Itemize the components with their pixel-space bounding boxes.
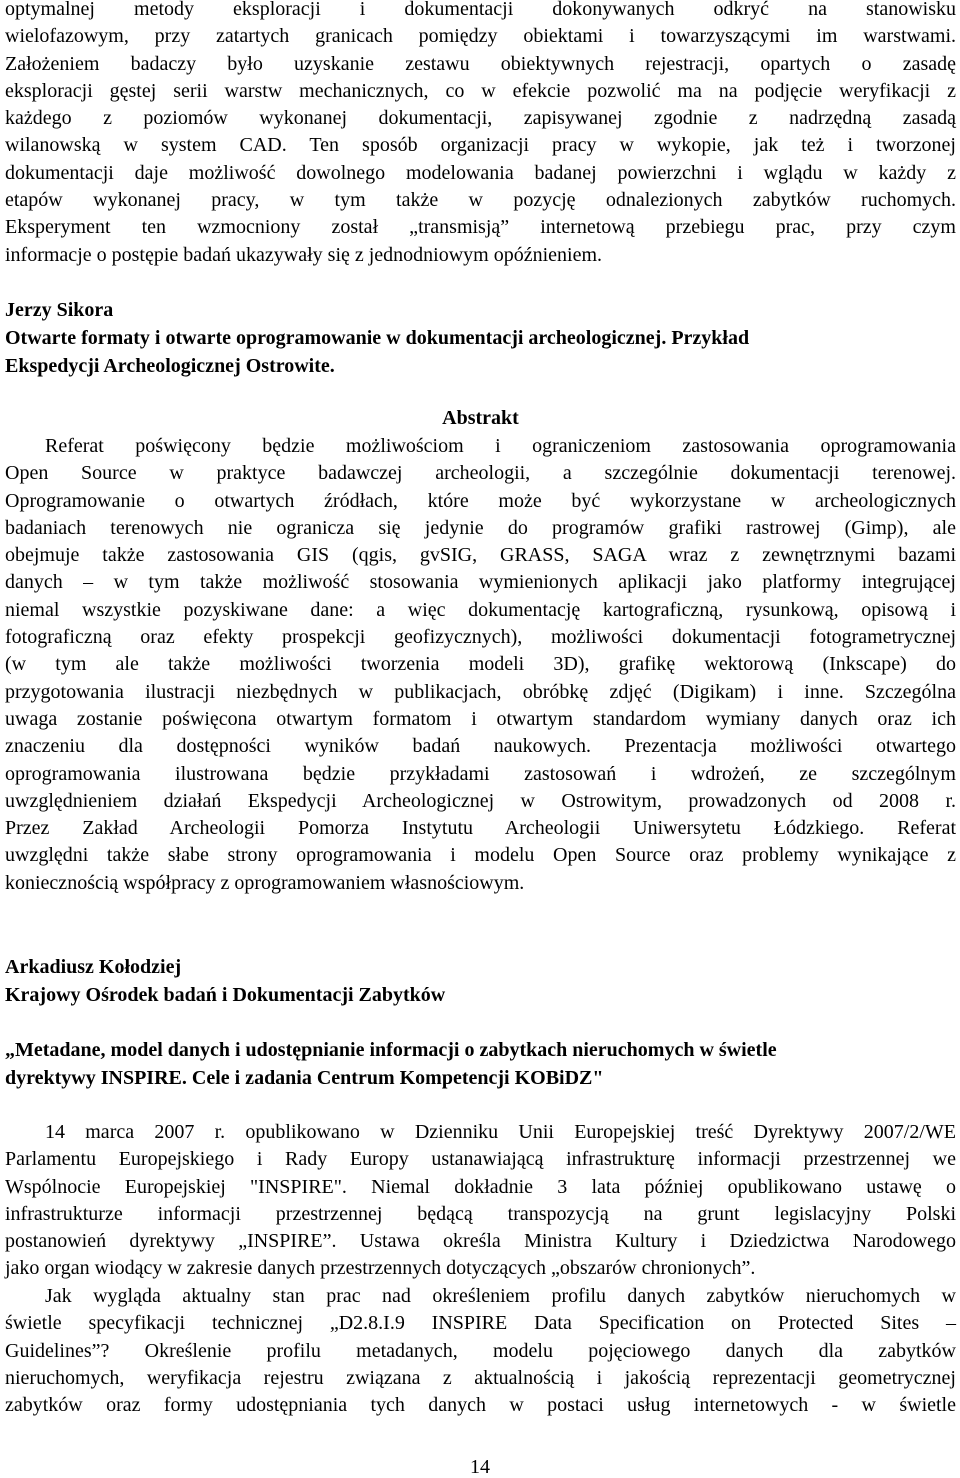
text-line: zabytków oraz formy udostępniania tych danych w postaci usług internetowych - w świetle [5, 1394, 956, 1417]
text-line: uwzględnieniem działań Ekspedycji Archeologicznej w Ostrowitym, prowadzonych od 2008 r. [5, 789, 956, 812]
text-line: wielofazowym, przy zatartych granicach pomiędzy obiektami i towarzyszącymi im warstwami. [5, 25, 956, 48]
text-line: przygotowania ilustracji niezbędnych w publikacjach, obróbkę zdjęć (Digikam) i inne. Szczególna [5, 680, 956, 703]
text-line: Wspólnocie Europejskiej "INSPIRE". Niemal dokładnie 3 lata później opublikowano ustawę o [5, 1175, 956, 1198]
text-line: etapów wykonanej pracy, w tym także w pozycję odnalezionych zabytków ruchomych. [5, 189, 956, 212]
sikora-author: Jerzy Sikora [5, 299, 114, 321]
text-line: (w tym ale także możliwości tworzenia modeli 3D), grafikę wektorową (Inkscape) do [5, 653, 956, 676]
text-line: infrastrukturze informacji przestrzennej będącą transpozycją na grunt legislacyjny Polski [5, 1202, 956, 1225]
kolodziej-paragraph-2 [5, 1283, 956, 1419]
text-line: oprogramowania ilustrowana będzie przykładami zastosowań i wdrożeń, ze szczególnym [5, 762, 956, 785]
text-line: nieruchomych, weryfikacja rejestru związana z aktualnością i jakością reprezentacji geometrycznej [5, 1366, 956, 1389]
kolodziej-paragraph-1 [5, 1119, 956, 1283]
sikora-title: Otwarte formaty i otwarte oprogramowanie w dokumentacji archeologicznej. Przykład Ekspedycji Archeologicznej Ostrowite. [5, 327, 750, 377]
text-line: 14 marca 2007 r. opublikowano w Dzienniku Unii Europejskiej treść Dyrektywy 2007/2/WE [45, 1121, 956, 1143]
text-line: postanowień dyrektywy „INSPIRE”. Ustawa określa Ministra Kultury i Dziedzictwa Narodowego [5, 1230, 956, 1253]
text-line: informacje o postępie badań ukazywały się z jednodniowym opóźnieniem. [5, 243, 603, 266]
text-line: Guidelines”? Określenie profilu metadanych, modelu pojęciowego danych dla zabytków [5, 1339, 956, 1362]
text-line: Oprogramowanie o otwartych źródłach, które może być wykorzystane w archeologicznych [5, 489, 956, 512]
text-line: Założeniem badaczy było uzyskanie zestawu obiektywnych rejestracji, opartych o zasadę [5, 52, 956, 75]
text-line: niemal wszystkie pozyskiwane dane: a więc dokumentację kartograficzną, rysunkową, opisową i [5, 598, 956, 621]
text-line: jako organ wiodący w zakresie danych przestrzennych dotyczących „obszarów chronionych”. [5, 1257, 756, 1280]
text-line: świetle specyfikacji technicznej „D2.8.I.9 INSPIRE Data Specification on Protected Sites – [5, 1312, 956, 1335]
text-line: danych – w tym także możliwość stosowania wymienionych aplikacji jako platformy integrującej [5, 571, 956, 594]
text-line: Przez Zakład Archeologii Pomorza Instytutu Archeologii Uniwersytetu Łódzkiego. Referat [5, 817, 956, 840]
text-line: każdego z poziomów wykonanej dokumentacji, zapisywanej zgodnie z nadrzędną zasadą [5, 107, 956, 130]
text-line: badaniach terenowych nie ogranicza się jedynie do programów grafiki rastrowej (Gimp), ale [5, 516, 956, 539]
text-line: eksploracji gęstej serii warstw mechanicznych, co w efekcie pozwolić ma na podjęcie weryfikacji z [5, 79, 956, 102]
text-line: Jak wygląda aktualny stan prac nad określeniem profilu danych zabytków nieruchomych w [45, 1285, 956, 1307]
text-line: obejmuje także zastosowania GIS (qgis, gvSIG, GRASS, SAGA wraz z zewnętrznymi bazami [5, 544, 956, 567]
kolodziej-author: Arkadiusz Kołodziej Krajowy Ośrodek badań i Dokumentacji Zabytków [5, 954, 956, 1009]
text-line: Open Source w praktyce badawczej archeologii, a szczególnie dokumentacji terenowej. [5, 462, 956, 485]
text-line: koniecznością współpracy z oprogramowaniem własnościowym. [5, 871, 525, 894]
page-number: 14 [470, 1456, 490, 1478]
text-line: znaczeniu dla dostępności wyników badań naukowych. Prezentacja możliwości otwartego [5, 735, 956, 758]
abstract-heading: Abstrakt [442, 407, 519, 429]
text-line: fotograficzną oraz efekty prospekcji geofizycznych), możliwości dokumentacji fotogrametrycznej [5, 626, 956, 649]
text-line: dokumentacji daje możliwość dowolnego modelowania badanej powierzchni i wglądu w każdy z [5, 161, 956, 184]
text-line: Parlamentu Europejskiego i Rady Europy ustanawiającą infrastrukturę informacji przestrzennej we [5, 1148, 956, 1171]
text-line: wilanowską w system CAD. Ten sposób organizacji pracy w wykopie, jak też i tworzonej [5, 134, 956, 157]
kolodziej-title: „Metadane, model danych i udostępnianie informacji o zabytkach nieruchomych w świetle dyrektywy INSPIRE. Cele i zadania Centrum Kompetencji KOBiDZ" [5, 1039, 777, 1089]
text-line: optymalnej metody eksploracji i dokumentacji dokonywanych odkryć na stanowisku [5, 0, 956, 20]
text-line: Referat poświęcony będzie możliwościom i ograniczeniom zastosowania oprogramowania [45, 435, 956, 457]
text-line: uwaga zostanie poświęcona otwartym formatom i otwartym standardom wymiany danych oraz ich [5, 707, 956, 730]
abstract-paragraph [5, 433, 956, 897]
kolodziej-institution: Krajowy Ośrodek badań i Dokumentacji Zabytków [5, 983, 446, 1006]
text-line: Eksperyment ten wzmocniony został „transmisją” internetową przebiegu prac, przy czym [5, 216, 956, 239]
intro-paragraph [5, 0, 956, 269]
text-line: uwzględni także słabe strony oprogramowania i modelu Open Source oraz problemy wynikające z [5, 844, 956, 867]
